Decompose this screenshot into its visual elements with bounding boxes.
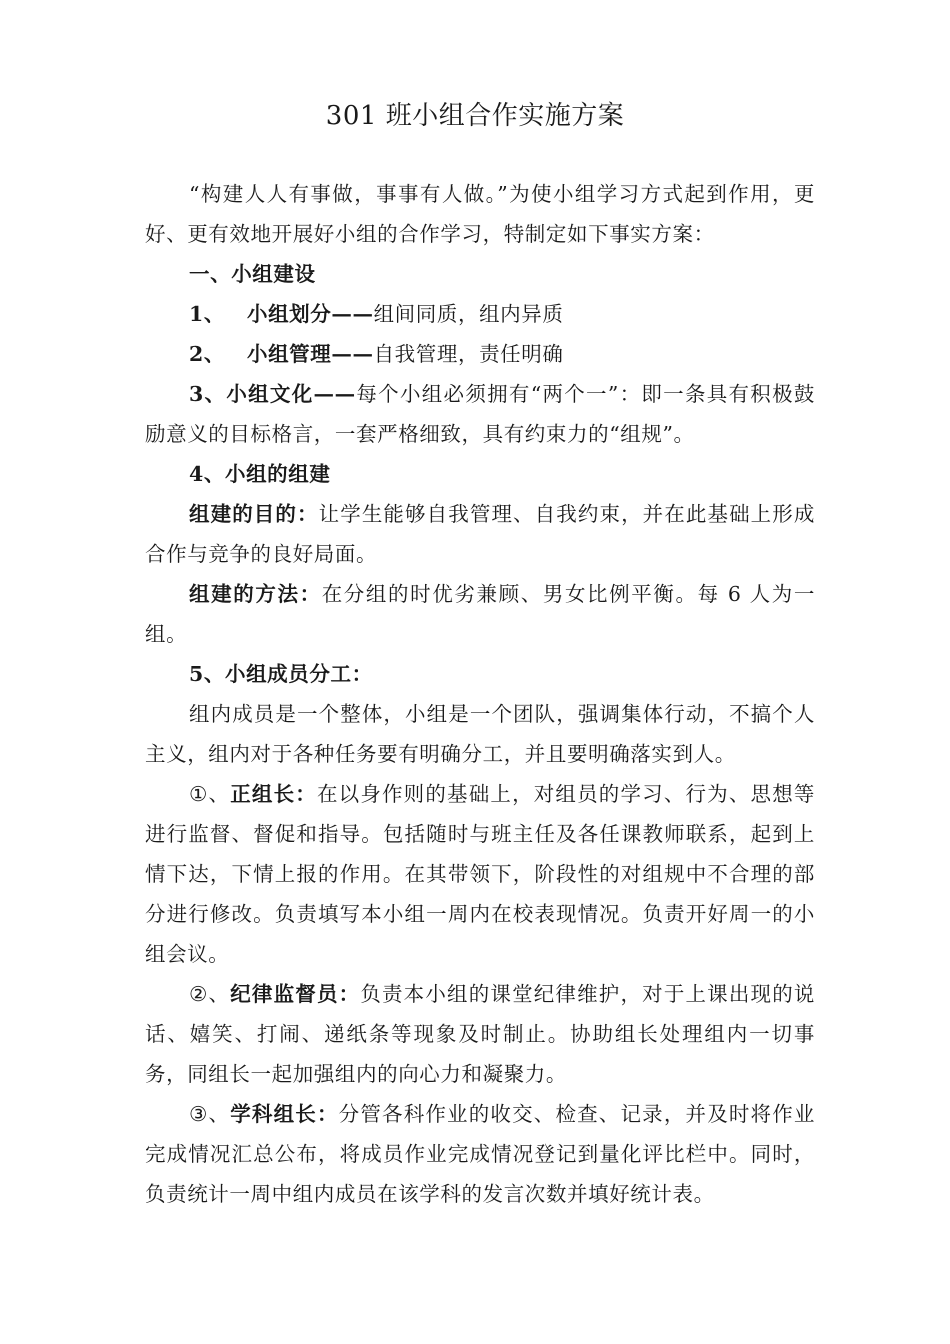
purpose-text: 让学生能够自我管理、自我约束，并在此基础上形成合作与竞争的良好局面。	[145, 502, 815, 566]
role-text: 分管各科作业的收交、检查、记录，并及时将作业完成情况汇总公布，将成员作业完成情况登记到量化评比栏中。同时，负责统计一周中组内成员在该学科的发言次数并填好统计表。	[145, 1102, 816, 1206]
role-number: ①、	[189, 782, 231, 806]
document-title: 301 班小组合作实施方案	[325, 101, 625, 131]
intro-paragraph: “构建人人有事做，事事有人做。”为使小组学习方式起到作用，更好、更有效地开展好小组的合作学习，特制定如下事实方案：	[145, 182, 815, 246]
purpose-heading: 组建的目的：	[189, 502, 319, 526]
role-group-leader	[145, 774, 815, 974]
role-discipline-supervisor	[145, 974, 815, 1094]
item-number: 2、	[189, 342, 225, 366]
document-body	[145, 174, 815, 1214]
item-group-management	[145, 334, 815, 374]
section-heading-group-building: 一、小组建设	[189, 262, 316, 286]
item-group-division	[145, 294, 815, 334]
method-text: 在分组的时优劣兼顾、男女比例平衡。每 6 人为一组。	[145, 582, 815, 646]
formation-purpose	[145, 494, 815, 574]
role-number: ②、	[189, 982, 231, 1006]
formation-method	[145, 574, 815, 654]
role-heading: 纪律监督员：	[230, 982, 361, 1006]
role-heading: 学科组长：	[230, 1102, 339, 1126]
item-member-division-heading: 5、小组成员分工：	[189, 662, 373, 686]
division-intro-paragraph: 组内成员是一个整体，小组是一个团队，强调集体行动，不搞个人主义，组内对于各种任务要有明确分工，并且要明确落实到人。	[145, 702, 815, 766]
item-heading: 小组划分——	[246, 302, 374, 326]
role-subject-leader	[145, 1094, 815, 1214]
item-heading: 3、小组文化——	[189, 382, 356, 406]
role-text: 在以身作则的基础上，对组员的学习、行为、思想等进行监督、督促和指导。包括随时与班主任及各任课教师联系，起到上情下达，下情上报的作用。在其带领下，阶段性的对组规中不合理的部分进行修改。负责填写本小组一周内在校表现情况。负责开好周一的小组会议。	[145, 782, 815, 966]
item-text: 每个小组必须拥有“两个一”：即一条具有积极鼓励意义的目标格言，一套严格细致，具有约束力的“组规”。	[145, 382, 815, 446]
method-heading: 组建的方法：	[189, 582, 322, 606]
item-group-formation-heading: 4、小组的组建	[189, 462, 331, 486]
role-heading: 正组长：	[230, 782, 317, 806]
item-text: 组间同质，组内异质	[373, 302, 564, 326]
item-number: 1、	[189, 302, 225, 326]
role-number: ③、	[189, 1102, 231, 1126]
item-group-culture	[145, 374, 815, 454]
role-text: 负责本小组的课堂纪律维护，对于上课出现的说话、嬉笑、打闹、递纸条等现象及时制止。协助组长处理组内一切事务，同组长一起加强组内的向心力和凝聚力。	[145, 982, 816, 1086]
item-heading: 小组管理——	[246, 342, 374, 366]
item-text: 自我管理，责任明确	[373, 342, 564, 366]
